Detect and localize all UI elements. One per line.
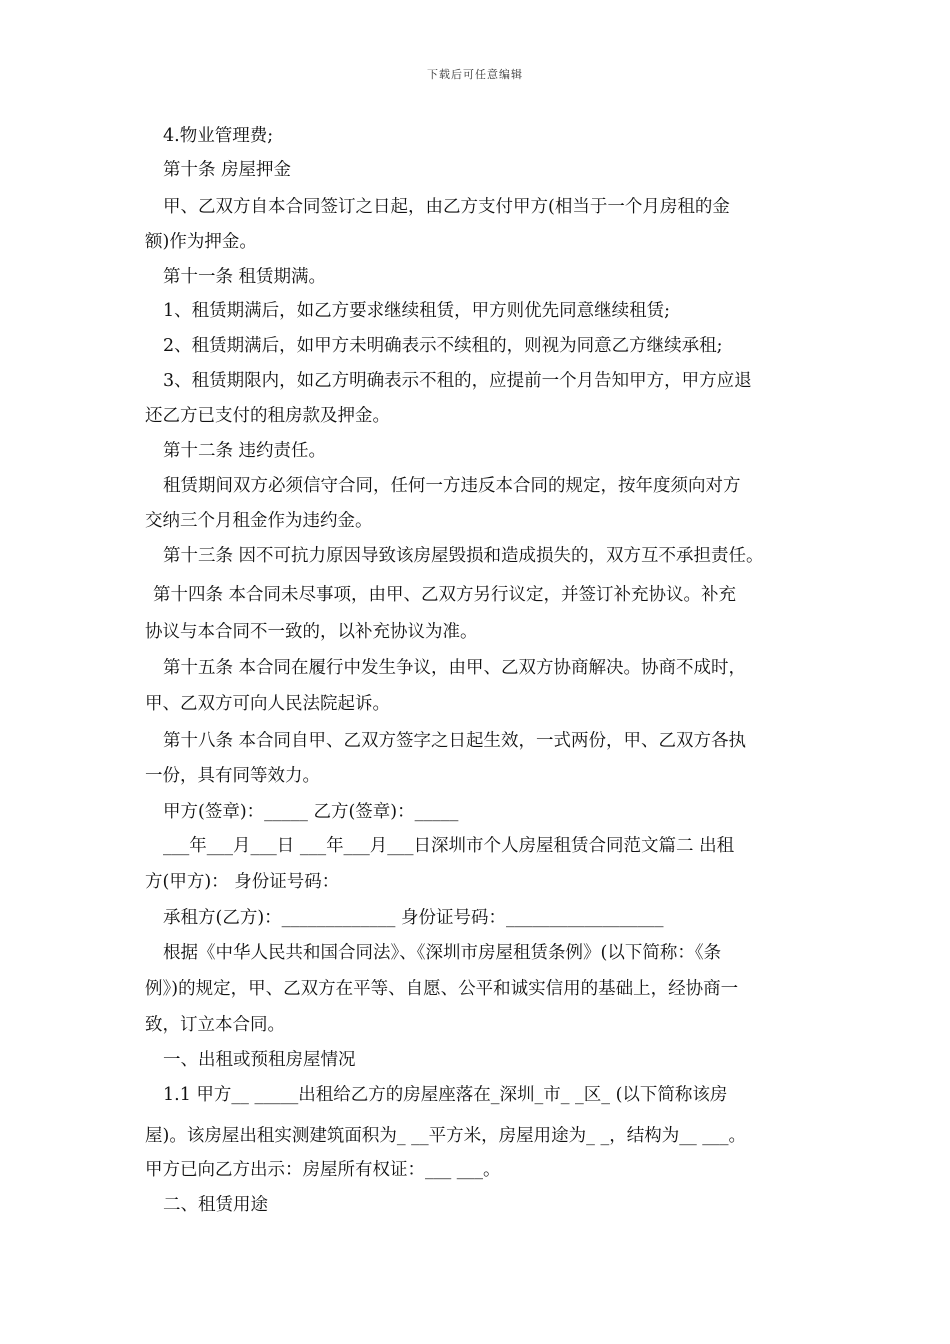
- page-header: 下载后可任意编辑: [427, 68, 523, 81]
- text-line: 方(甲方)： 身份证号码：: [145, 872, 340, 892]
- section-heading: 第十条 房屋押金: [163, 160, 292, 180]
- text-line: 1.1 甲方__ _____出租给乙方的房屋座落在_深圳_市_ _区_ (以下简称该房: [163, 1085, 728, 1105]
- text-line: 协议与本合同不一致的，以补充协议为准。: [145, 622, 478, 642]
- text-line: 甲、乙双方自本合同签订之日起，由乙方支付甲方(相当于一个月房租的金: [163, 197, 730, 217]
- text-line: 2、租赁期满后，如甲方未明确表示不续租的，则视为同意乙方继续承租;: [163, 336, 723, 356]
- text-line: 致，订立本合同。: [145, 1015, 285, 1035]
- text-line: 3、租赁期限内，如乙方明确表示不租的，应提前一个月告知甲方，甲方应退: [163, 371, 752, 391]
- text-line: 租赁期间双方必须信守合同，任何一方违反本合同的规定，按年度须向对方: [163, 476, 741, 496]
- text-line: 一份，具有同等效力。: [145, 766, 320, 786]
- text-line: 第十五条 本合同在履行中发生争议，由甲、乙双方协商解决。协商不成时，: [163, 658, 747, 678]
- text-line: 例》)的规定，甲、乙双方在平等、自愿、公平和诚实信用的基础上，经协商一: [145, 979, 739, 999]
- section-heading: 一、出租或预租房屋情况: [163, 1050, 356, 1070]
- section-heading: 第十一条 租赁期满。: [163, 267, 327, 287]
- text-line: 4.物业管理费;: [163, 126, 274, 146]
- text-line: 甲、乙双方可向人民法院起诉。: [145, 694, 390, 714]
- text-line: 额)作为押金。: [145, 232, 257, 252]
- text-line: 交纳三个月租金作为违约金。: [145, 511, 373, 531]
- text-line: 甲方已向乙方出示：房屋所有权证：___ ___。: [145, 1160, 501, 1180]
- text-line: 承租方(乙方)：_____________ 身份证号码：__________________: [163, 908, 664, 928]
- text-line: 第十三条 因不可抗力原因导致该房屋毁损和造成损失的，双方互不承担责任。: [163, 546, 764, 566]
- text-line: 第十八条 本合同自甲、乙双方签字之日起生效，一式两份，甲、乙双方各执: [163, 731, 747, 751]
- text-line: 还乙方已支付的租房款及押金。: [145, 406, 390, 426]
- date-line: ___年___月___日 ___年___月___日深圳市个人房屋租赁合同范文篇二 出租: [163, 836, 735, 856]
- section-heading: 第十二条 违约责任。: [163, 441, 327, 461]
- text-line: 屋)。该房屋出租实测建筑面积为_ __平方米，房屋用途为_ _，结构为__ ___。: [145, 1126, 747, 1146]
- section-heading: 二、租赁用途: [163, 1195, 268, 1215]
- text-line: 根据《中华人民共和国合同法》、《深圳市房屋租赁条例》(以下简称：《条: [163, 943, 722, 963]
- text-line: 1、租赁期满后，如乙方要求继续租赁，甲方则优先同意继续租赁;: [163, 301, 671, 321]
- signature-line: 甲方(签章)：_____ 乙方(签章)：_____: [163, 802, 459, 822]
- text-line: 第十四条 本合同未尽事项，由甲、乙双方另行议定，并签订补充协议。补充: [153, 585, 737, 605]
